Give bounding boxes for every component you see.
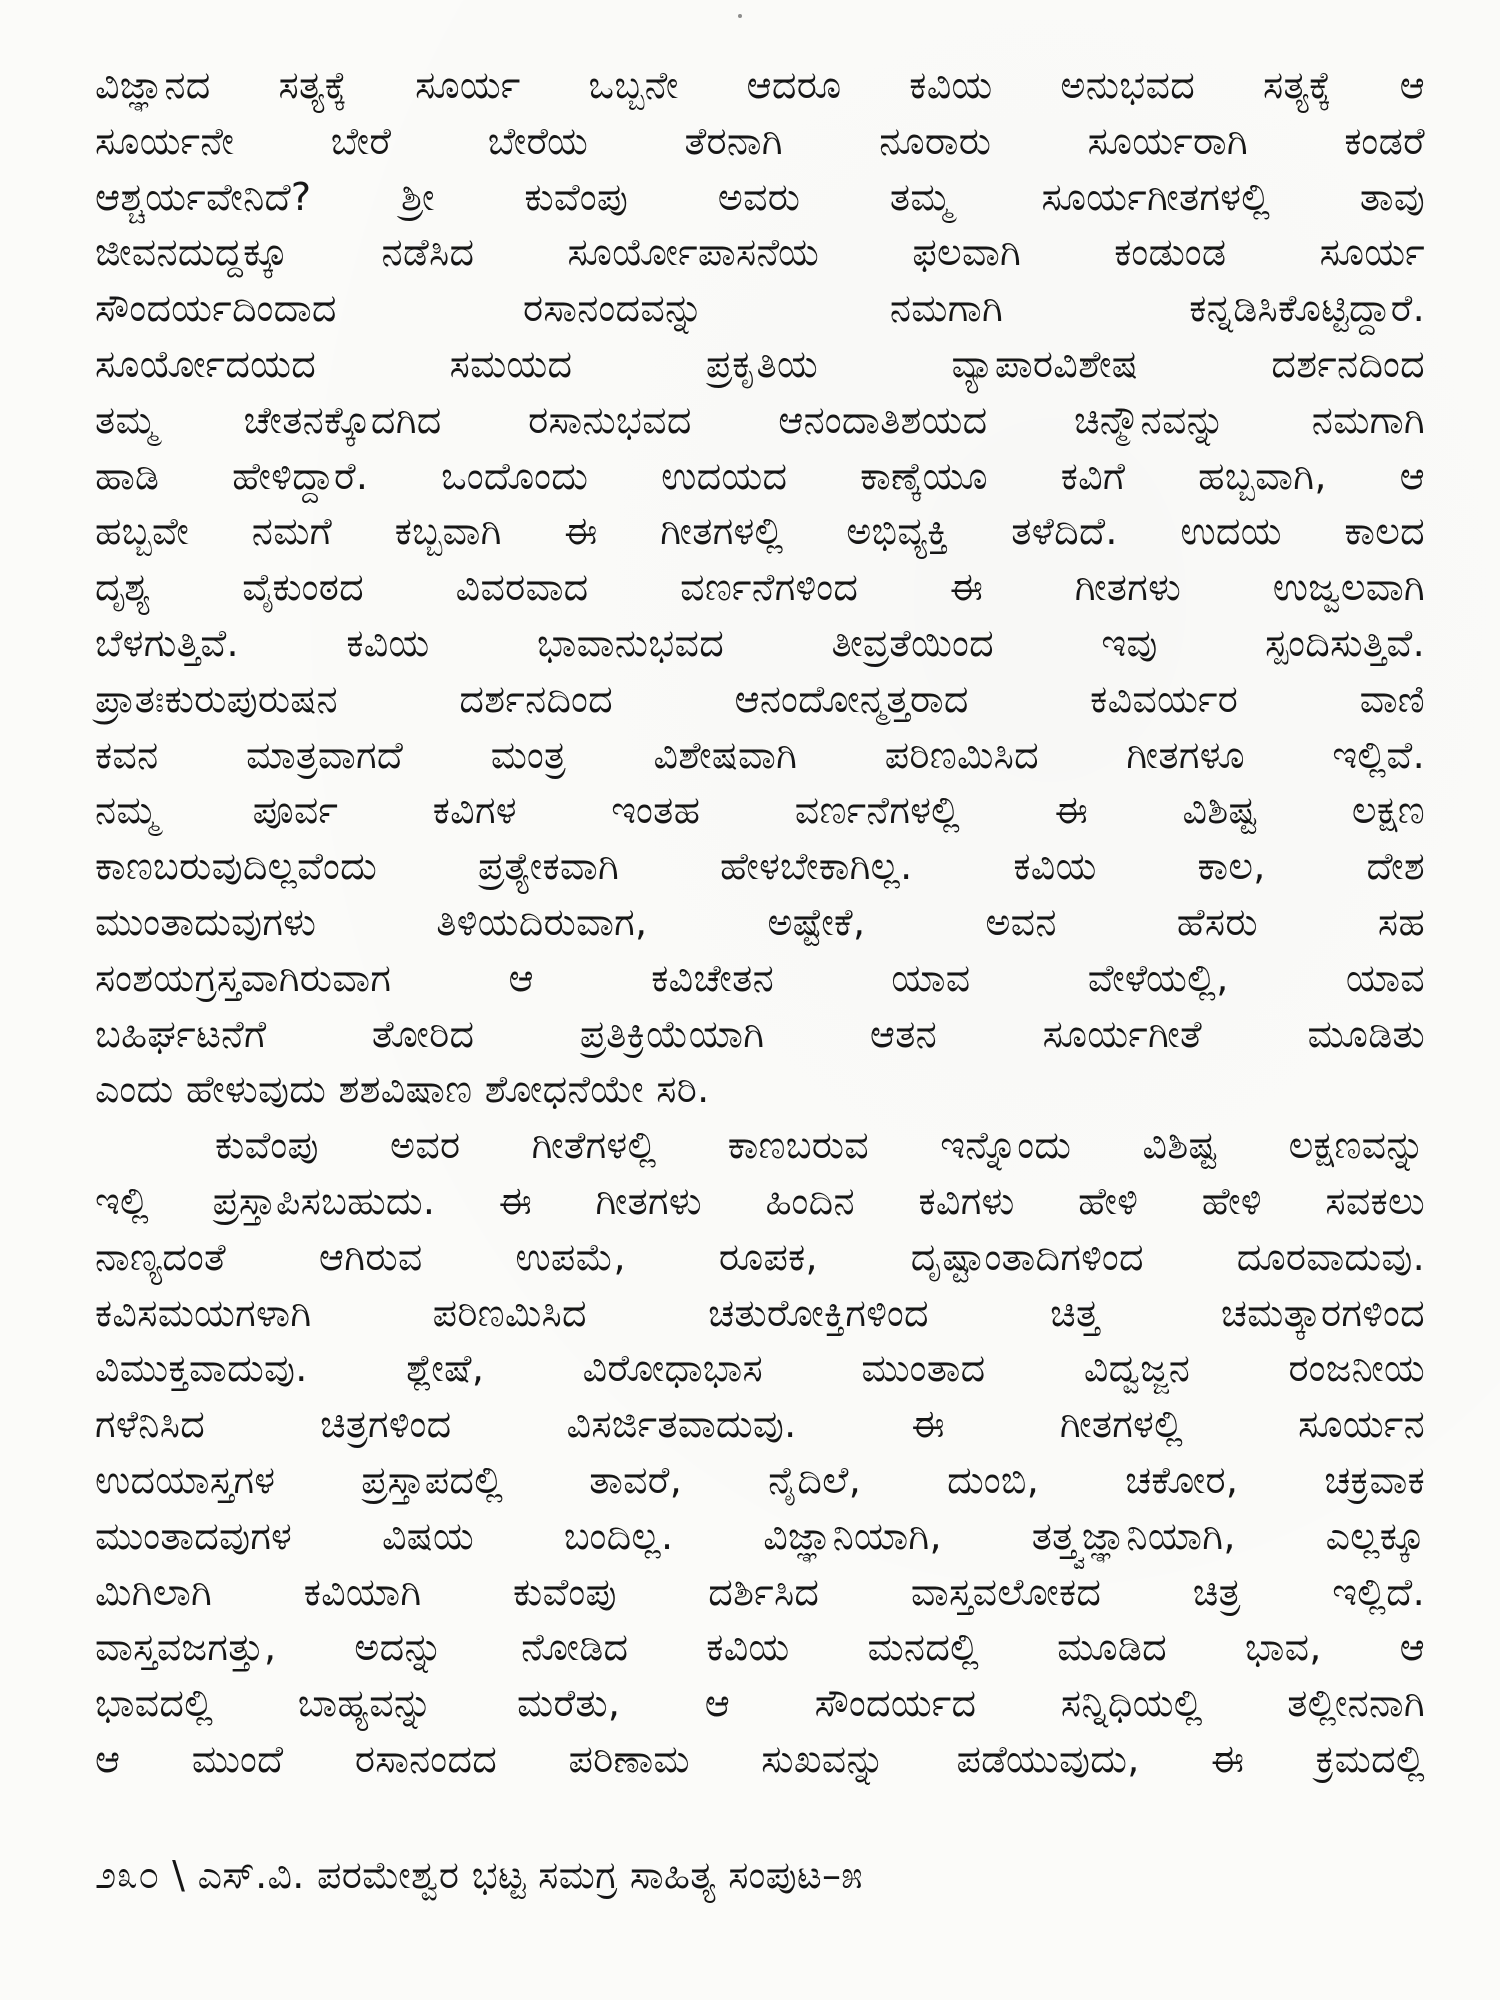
text-line: ಹಾಡಿ ಹೇಳಿದ್ದಾರೆ. ಒಂದೊಂದು ಉದಯದ ಕಾಣ್ಕೆಯೂ ಕವಿಗೆ ಹಬ್ಬವಾಗಿ, ಆ (95, 453, 1425, 498)
text-line: ಕಾಣಬರುವುದಿಲ್ಲವೆಂದು ಪ್ರತ್ಯೇಕವಾಗಿ ಹೇಳಬೇಕಾಗಿಲ್ಲ. ಕವಿಯ ಕಾಲ, ದೇಶ (95, 844, 1425, 889)
text-line: ಉದಯಾಸ್ತಗಳ ಪ್ರಸ್ತಾಪದಲ್ಲಿ ತಾವರೆ, ನೈದಿಲೆ, ದುಂಬಿ, ಚಕೋರ, ಚಕ್ರವಾಕ (95, 1457, 1425, 1502)
text-line: ಆಶ್ಚರ್ಯವೇನಿದೆ? ಶ್ರೀ ಕುವೆಂಪು ಅವರು ತಮ್ಮ ಸೂರ್ಯಗೀತಗಳಲ್ಲಿ ತಾವು (95, 174, 1425, 219)
text-line: ನಮ್ಮ ಪೂರ್ವ ಕವಿಗಳ ಇಂತಹ ವರ್ಣನೆಗಳಲ್ಲಿ ಈ ವಿಶಿಷ್ಟ ಲಕ್ಷಣ (95, 788, 1425, 833)
text-line: ಕವಿಸಮಯಗಳಾಗಿ ಪರಿಣಮಿಸಿದ ಚತುರೋಕ್ತಿಗಳಿಂದ ಚಿತ್ತ ಚಮತ್ಕಾರಗಳಿಂದ (95, 1290, 1425, 1335)
text-line: ಬೆಳಗುತ್ತಿವೆ. ಕವಿಯ ಭಾವಾನುಭವದ ತೀವ್ರತೆಯಿಂದ ಇವು ಸ್ಪಂದಿಸುತ್ತಿವೆ. (95, 620, 1425, 665)
page-footer: ೨೩೦ \ ಎಸ್.ವಿ. ಪರಮೇಶ್ವರ ಭಟ್ಟ ಸಮಗ್ರ ಸಾಹಿತ್ಯ ಸಂಪುಟ–೫ (95, 1853, 863, 1897)
text-line: ಸೂರ್ಯೋದಯದ ಸಮಯದ ಪ್ರಕೃತಿಯ ವ್ಯಾಪಾರವಿಶೇಷ ದರ್ಶನದಿಂದ (95, 341, 1425, 386)
paragraph (95, 58, 1425, 1118)
text-line: ವಿಮುಕ್ತವಾದುವು. ಶ್ಲೇಷೆ, ವಿರೋಧಾಭಾಸ ಮುಂತಾದ ವಿದ್ವಜ್ಜನ ರಂಜನೀಯ (95, 1346, 1425, 1391)
text-line: ಜೀವನದುದ್ದಕ್ಕೂ ನಡೆಸಿದ ಸೂರ್ಯೋಪಾಸನೆಯ ಫಲವಾಗಿ ಕಂಡುಂಡ ಸೂರ್ಯ (95, 230, 1425, 275)
text-line: ದೃಶ್ಯ ವೈಕುಂಠದ ವಿವರವಾದ ವರ್ಣನೆಗಳಿಂದ ಈ ಗೀತಗಳು ಉಜ್ವಲವಾಗಿ (95, 565, 1425, 610)
text-line: ಸಂಶಯಗ್ರಸ್ತವಾಗಿರುವಾಗ ಆ ಕವಿಚೇತನ ಯಾವ ವೇಳೆಯಲ್ಲಿ, ಯಾವ (95, 955, 1425, 1000)
text-line: ಇಲ್ಲಿ ಪ್ರಸ್ತಾಪಿಸಬಹುದು. ಈ ಗೀತಗಳು ಹಿಂದಿನ ಕವಿಗಳು ಹೇಳಿ ಹೇಳಿ ಸವಕಲು (95, 1178, 1425, 1223)
text-line: ಎಂದು ಹೇಳುವುದು ಶಶವಿಷಾಣ ಶೋಧನೆಯೇ ಸರಿ. (95, 1067, 710, 1112)
text-line: ನಾಣ್ಯದಂತೆ ಆಗಿರುವ ಉಪಮೆ, ರೂಪಕ, ದೃಷ್ಟಾಂತಾದಿಗಳಿಂದ ದೂರವಾದುವು. (95, 1234, 1425, 1279)
text-line: ಪ್ರಾತಃಕುರುಪುರುಷನ ದರ್ಶನದಿಂದ ಆನಂದೋನ್ಮತ್ತರಾದ ಕವಿವರ್ಯರ ವಾಣಿ (95, 676, 1425, 721)
text-line: ಆ ಮುಂದೆ ರಸಾನಂದದ ಪರಿಣಾಮ ಸುಖವನ್ನು ಪಡೆಯುವುದು, ಈ ಕ್ರಮದಲ್ಲಿ (95, 1736, 1425, 1781)
text-line: ಮುಂತಾದುವುಗಳು ತಿಳಿಯದಿರುವಾಗ, ಅಷ್ಟೇಕೆ, ಅವನ ಹೆಸರು ಸಹ (95, 899, 1425, 944)
text-line: ಭಾವದಲ್ಲಿ ಬಾಹ್ಯವನ್ನು ಮರೆತು, ಆ ಸೌಂದರ್ಯದ ಸನ್ನಿಧಿಯಲ್ಲಿ ತಲ್ಲೀನನಾಗಿ (95, 1681, 1425, 1726)
ink-speck (738, 14, 742, 18)
text-line: ಕುವೆಂಪು ಅವರ ಗೀತೆಗಳಲ್ಲಿ ಕಾಣಬರುವ ಇನ್ನೊಂದು ವಿಶಿಷ್ಟ ಲಕ್ಷಣವನ್ನು (215, 1123, 1425, 1168)
text-line: ವಾಸ್ತವಜಗತ್ತು, ಅದನ್ನು ನೋಡಿದ ಕವಿಯ ಮನದಲ್ಲಿ ಮೂಡಿದ ಭಾವ, ಆ (95, 1625, 1425, 1670)
text-line: ತಮ್ಮ ಚೇತನಕ್ಕೊದಗಿದ ರಸಾನುಭವದ ಆನಂದಾತಿಶಯದ ಚಿನ್ಮೌನವನ್ನು ನಮಗಾಗಿ (95, 397, 1425, 442)
text-line: ಹಬ್ಬವೇ ನಮಗೆ ಕಬ್ಬವಾಗಿ ಈ ಗೀತಗಳಲ್ಲಿ ಅಭಿವ್ಯಕ್ತಿ ತಳೆದಿದೆ. ಉದಯ ಕಾಲದ (95, 509, 1425, 554)
text-line: ವಿಜ್ಞಾನದ ಸತ್ಯಕ್ಕೆ ಸೂರ್ಯ ಒಬ್ಬನೇ ಆದರೂ ಕವಿಯ ಅನುಭವದ ಸತ್ಯಕ್ಕೆ ಆ (95, 63, 1425, 107)
text-line: ಸೌಂದರ್ಯದಿಂದಾದ ರಸಾನಂದವನ್ನು ನಮಗಾಗಿ ಕನ್ನಡಿಸಿಕೊಟ್ಟಿದ್ದಾರೆ. (95, 286, 1425, 331)
text-line: ಸೂರ್ಯನೇ ಬೇರೆ ಬೇರೆಯ ತೆರನಾಗಿ ನೂರಾರು ಸೂರ್ಯರಾಗಿ ಕಂಡರೆ (95, 118, 1425, 163)
text-line: ಕವನ ಮಾತ್ರವಾಗದೆ ಮಂತ್ರ ವಿಶೇಷವಾಗಿ ಪರಿಣಮಿಸಿದ ಗೀತಗಳೂ ಇಲ್ಲಿವೆ. (95, 732, 1425, 777)
text-line: ಮುಂತಾದವುಗಳ ವಿಷಯ ಬಂದಿಲ್ಲ. ವಿಜ್ಞಾನಿಯಾಗಿ, ತತ್ತ್ವಜ್ಞಾನಿಯಾಗಿ, ಎಲ್ಲಕ್ಕೂ (95, 1513, 1425, 1558)
page-body (95, 58, 1425, 1788)
text-line: ಗಳೆನಿಸಿದ ಚಿತ್ರಗಳಿಂದ ವಿಸರ್ಜಿತವಾದುವು. ಈ ಗೀತಗಳಲ್ಲಿ ಸೂರ್ಯನ (95, 1402, 1425, 1447)
paragraph (95, 1118, 1425, 1788)
text-line: ಬಹಿರ್ಘಟನೆಗೆ ತೋರಿದ ಪ್ರತಿಕ್ರಿಯೆಯಾಗಿ ಆತನ ಸೂರ್ಯಗೀತೆ ಮೂಡಿತು (95, 1011, 1425, 1056)
text-line: ಮಿಗಿಲಾಗಿ ಕವಿಯಾಗಿ ಕುವೆಂಪು ದರ್ಶಿಸಿದ ವಾಸ್ತವಲೋಕದ ಚಿತ್ರ ಇಲ್ಲಿದೆ. (95, 1569, 1425, 1614)
